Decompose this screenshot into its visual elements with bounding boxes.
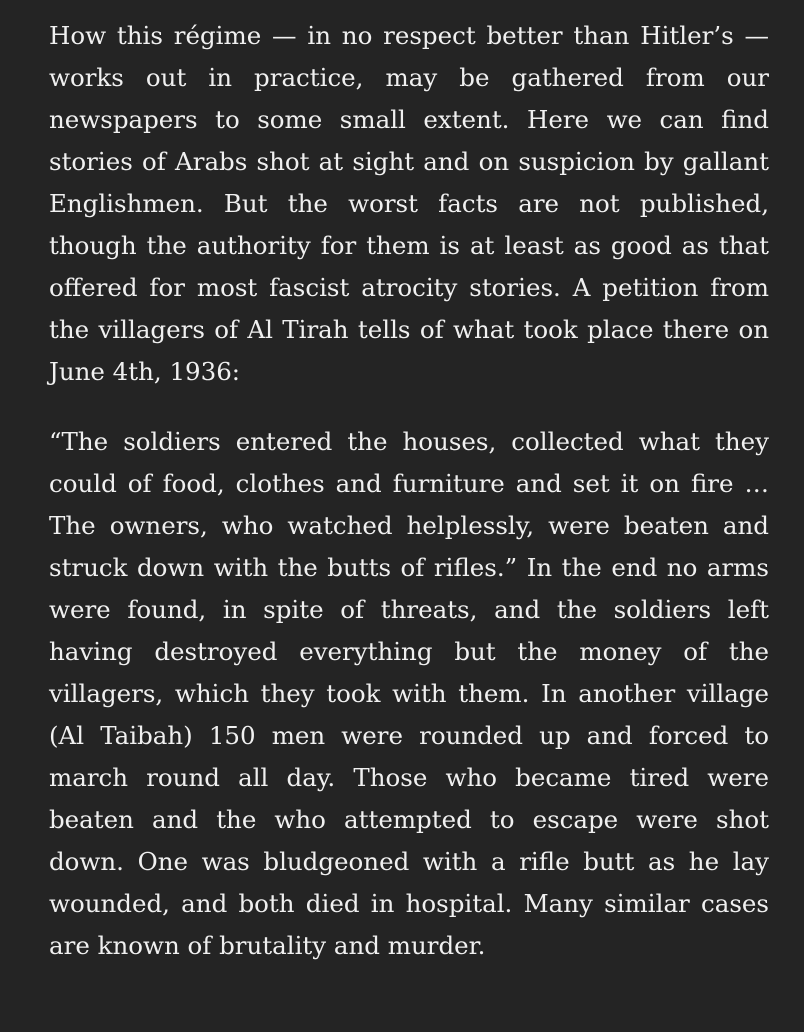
paragraph-intro: How this régime — in no respect better than Hitler’s — works out in practice, may be gathered from our newspapers to some small extent. Here we can find stories of Arabs shot at sight and on suspicion by gallant Englishmen. But the worst facts are not published, though the authority for them is at least as good as that offered for most fascist atrocity stories. A petition from the villagers of Al Tirah tells of what took place there on June 4th, 1936: — [49, 21, 769, 386]
reading-pane — [49, 15, 769, 967]
paragraph-quote: “The soldiers entered the houses, collected what they could of food, clothes and furniture and set it on fire … The owners, who watched helplessly, were beaten and struck down with the butts of rifles.” In the end no arms were found, in spite of threats, and the soldiers left having destroyed everything but the money of the villagers, which they took with them. In another village (Al Taibah) 150 men were rounded up and forced to march round all day. Those who became tired were beaten and the who attempted to escape were shot down. One was bludgeoned with a rifle butt as he lay wounded, and both died in hospital. Many similar cases are known of brutality and murder. — [49, 427, 769, 960]
